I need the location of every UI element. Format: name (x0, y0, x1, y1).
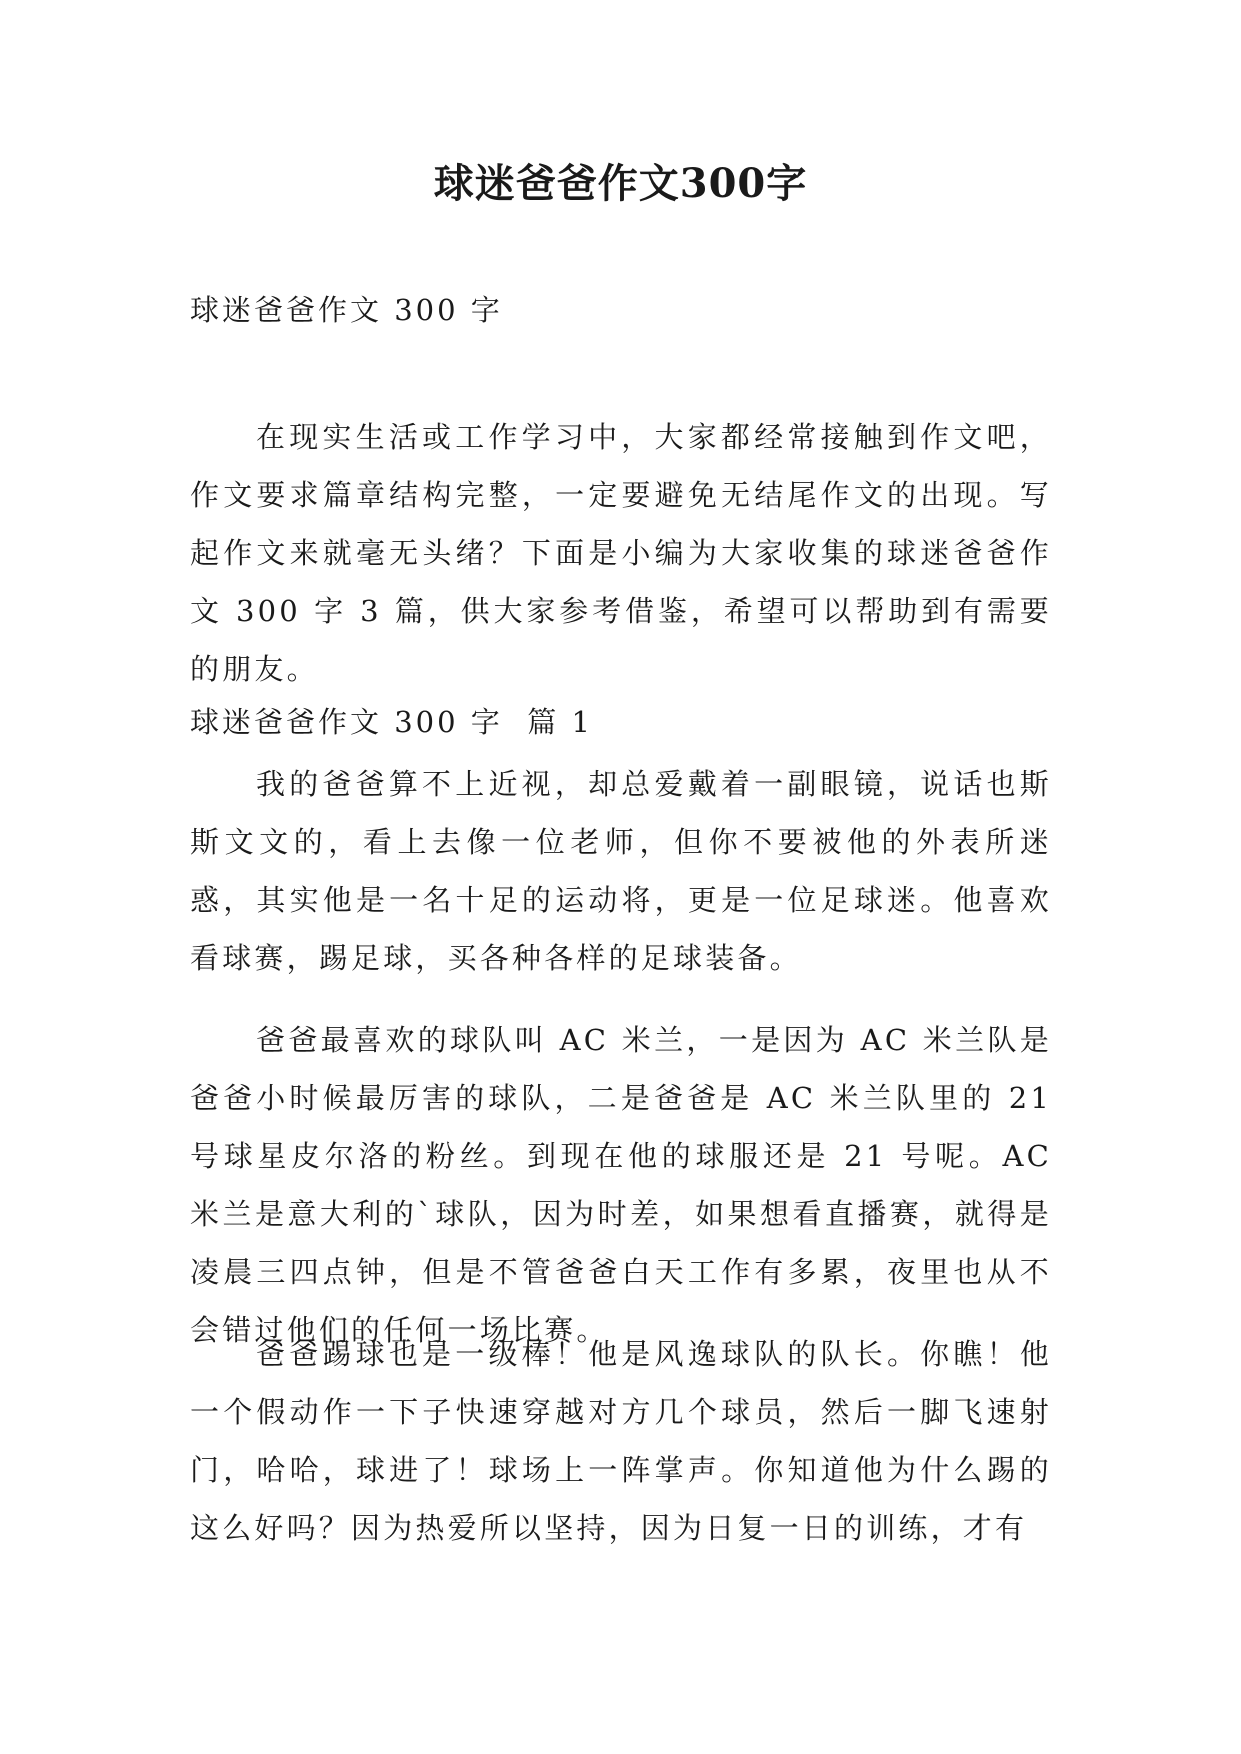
body-paragraph: 我的爸爸算不上近视，却总爱戴着一副眼镜，说话也斯斯文文的，看上去像一位老师，但你不要被他的外表所迷惑，其实他是一名十足的运动将，更是一位足球迷。他喜欢看球赛，踢足球，买各种各样的足球装备。 (190, 767, 1052, 975)
body-paragraph: 爸爸踢球也是一级棒！他是风逸球队的队长。你瞧！他一个假动作一下子快速穿越对方几个球员，然后一脚飞速射门，哈哈，球进了！球场上一阵掌声。你知道他为什么踢的这么好吗？因为热爱所以坚持，因为日复一日的训练，才有 (190, 1337, 1052, 1545)
section-heading: 球迷爸爸作文 300 字 篇 1 (190, 705, 593, 739)
body-paragraph: 爸爸最喜欢的球队叫 AC 米兰，一是因为 AC 米兰队是爸爸小时候最厉害的球队，二是爸爸是 AC 米兰队里的 21 号球星皮尔洛的粉丝。到现在他的球服还是 21 号呢。AC 米兰是意大利的`球队，因为时差，如果想看直播赛，就得是凌晨三四点钟，但是不管爸爸白天工作有多累，夜里也从不会错过他们的任何一场比赛。 (190, 1023, 1052, 1347)
document-title: 球迷爸爸作文300字 (433, 160, 808, 207)
intro-paragraph: 在现实生活或工作学习中，大家都经常接触到作文吧，作文要求篇章结构完整，一定要避免无结尾作文的出现。写起作文来就毫无头绪？下面是小编为大家收集的球迷爸爸作文 300 字 3 篇，供大家参考借鉴，希望可以帮助到有需要的朋友。 (190, 420, 1052, 686)
document-subtitle: 球迷爸爸作文 300 字 (190, 293, 503, 327)
